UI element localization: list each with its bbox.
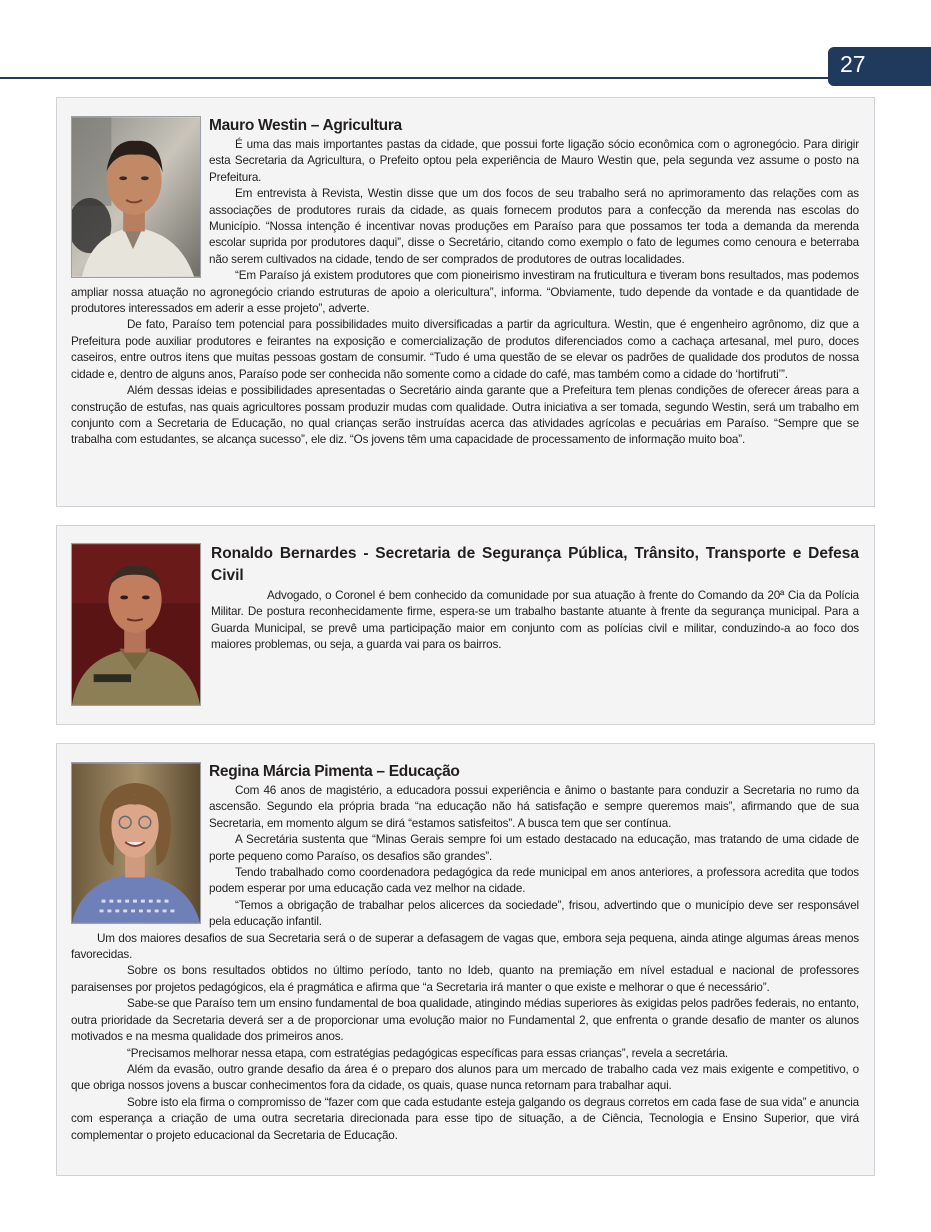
article-paragraph: Em entrevista à Revista, Westin disse que um dos focos de seu trabalho será no aprimoramento das relações com as associações de produtores rurais da cidade, as quais fornecem produtos para a confecção da merenda nas escolas do Município. “Nossa intenção é incentivar novas produções em Paraíso para que possamos ter toda a demanda da merenda escolar suprida por produtores daqui”, disse o Secretário, citando como exemplo o fato de legumes como cenoura e beterraba não serem cultivados na cidade, tendo de ser comprados de produtores de outras localidades. — [209, 187, 859, 266]
article-paragraph: Sabe-se que Paraíso tem um ensino fundamental de boa qualidade, atingindo médias superiores às exigidas pelos padrões federais, no entanto, outra prioridade da Secretaria deverá ser a de proporcionar uma evolução maior no Fundamental 2, que enfrenta o grande desafio de manter os alunos motivados e na mesma qualidade dos primeiros anos. — [71, 997, 859, 1044]
article-card-public-security — [56, 525, 875, 725]
article-paragraph: Sobre os bons resultados obtidos no último período, tanto no Ideb, quanto na premiação em nível estadual e nacional de professores paraisenses por projetos pedagógicos, ela é pragmática e afirma que “a Secretaria irá manter o que existe e melhorar o que é necessário”. — [71, 964, 859, 994]
article-paragraph: De fato, Paraíso tem potencial para possibilidades muito diversificadas a partir da agricultura. Westin, que é engenheiro agrônomo, diz que a Prefeitura pode auxiliar produtores e feirantes na exposição e comercialização de produtos diferenciados como a cachaça artesanal, mel puro, doces caseiros, entre outros itens que muitas pessoas gostam de consumir. “Tudo é uma questão de se elevar os padrões de qualidade dos produtos de nossa cidade e, dentro de alguns anos, Paraíso pode ser conhecida não somente como a cidade do café, mas também como a cidade do ‘hortifruti’”. — [71, 318, 859, 381]
article-paragraph: É uma das mais importantes pastas da cidade, que possui forte ligação sócio econômica com o agronegócio. Para dirigir esta Secretaria da Agricultura, o Prefeito optou pela experiência de Mauro Westin que, pela segunda vez assume o posto na Prefeitura. — [209, 138, 859, 184]
article-paragraph: Além dessas ideias e possibilidades apresentadas o Secretário ainda garante que a Prefeitura tem plenas condições de oferecer áreas para a construção de estufas, nas quais agricultores possam produzir mudas com qualidade. Outra iniciativa a ser tomada, segundo Westin, será um trabalho em conjunto com a Secretaria de Educação, no qual crianças serão instruídas acerca das atividades agrícolas e pecuárias em Paraíso. “Sempre que se trabalha com estudantes, se alcança sucesso”, ele diz. “Os jovens têm uma capacidade de processamento de informação muito boa”. — [71, 384, 859, 447]
article-public-security — [71, 543, 859, 711]
article-paragraph: A Secretária sustenta que “Minas Gerais sempre foi um estado destacado na educação, mas tratando de uma cidade de porte pequeno como Paraíso, os desafios são grandes”. — [209, 833, 859, 863]
article-paragraph: Um dos maiores desafios de sua Secretaria será o de superar a defasagem de vagas que, embora seja pequena, ainda atinge algumas áreas menos favorecidas. — [71, 931, 859, 962]
article-paragraph: “Em Paraíso já existem produtores que com pioneirismo investiram na fruticultura e tiveram bons resultados, mas podemos ampliar nossa atuação no agronegócio criando estruturas de apoio a olericultura”, informa. “Obviamente, tudo depende da vontade e da quantidade de produtores interessados em aderir a esse projeto”, adverte. — [71, 269, 859, 316]
article-agriculture — [71, 116, 859, 449]
page-number-tab — [828, 47, 931, 86]
article-paragraph: Tendo trabalhado como coordenadora pedagógica da rede municipal em anos anteriores, a professora acredita que todos podem esperar por uma educação cada vez melhor na cidade. — [209, 866, 859, 896]
article-paragraph: “Temos a obrigação de trabalhar pelos alicerces da sociedade”, frisou, advertindo que o município deve ser responsável pela educação infantil. — [209, 898, 859, 929]
article-paragraph: Advogado, o Coronel é bem conhecido da comunidade por sua atuação à frente do Comando da 20ª Cia da Polícia Militar. De postura reconhecidamente firme, espera-se um trabalho bastante atuante à frente da segurança municipal. Para a Guarda Municipal, se prevê uma participação maior em conjunto com as polícias civil e militar, conduzindo-a ao foco dos maiores problemas, ou seja, a guarda vai para os bairros. — [211, 589, 859, 652]
article-title: Ronaldo Bernardes - Secretaria de Segurança Pública, Trânsito, Transporte e Defesa Civil — [211, 545, 859, 584]
article-paragraph: “Precisamos melhorar nessa etapa, com estratégias pedagógicas específicas para essas crianças”, revela a secretária. — [127, 1046, 729, 1060]
article-paragraph: Com 46 anos de magistério, a educadora possui experiência e ânimo o bastante para conduzir a Secretaria no rumo da ascensão. Segundo ela própria brada “na educação não há satisfação e sempre queremos mais”, afirmando que de sua Secretaria, em momento algum se dirá “estamos satisfeitos”. A busca tem que ser contínua. — [209, 784, 859, 830]
article-paragraph: Sobre isto ela firma o compromisso de “fazer com que cada estudante esteja galgando os degraus corretos em cada fase de sua vida” e anuncia com esperança a criação de uma outra secretaria direcionada para esse tipo de situação, a de Ciência, Tecnologia e Ensino Superior, que virá complementar o projeto educacional da Secretaria de Educação. — [71, 1095, 859, 1142]
article-title: Mauro Westin – Agricultura — [209, 117, 402, 134]
page-number: 27 — [840, 51, 866, 77]
article-education — [71, 762, 859, 1144]
article-card-agriculture — [56, 97, 875, 507]
article-card-education — [56, 743, 875, 1176]
article-title: Regina Márcia Pimenta – Educação — [209, 763, 460, 780]
header-rule — [0, 77, 832, 79]
article-paragraph: Além da evasão, outro grande desafio da área é o preparo dos alunos para um mercado de trabalho cada vez mais exigente e competitivo, o que obriga nossos jovens a buscar conhecimentos fora da cidade, os quais, quase nunca retornam para trabalhar aqui. — [71, 1062, 859, 1093]
